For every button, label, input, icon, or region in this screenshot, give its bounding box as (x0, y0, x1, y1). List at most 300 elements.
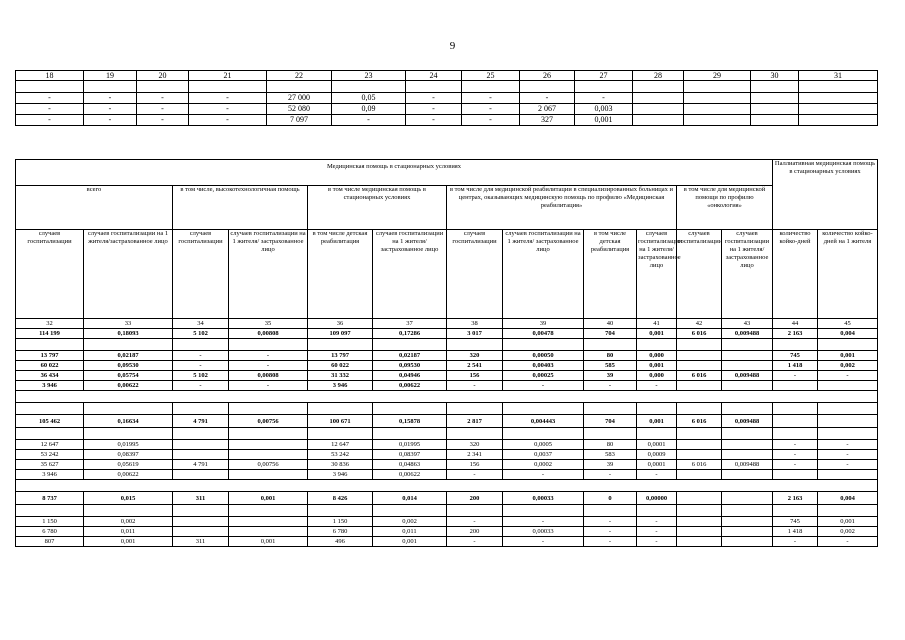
table-row (16, 371, 878, 381)
table-cell: - (406, 104, 462, 115)
table-cell (773, 339, 818, 351)
column-number: 26 (520, 71, 575, 81)
table-cell: - (16, 115, 84, 126)
column-header: случаев госпитализации на 1 жителя/ застрахованное лицо (637, 230, 677, 319)
table-cell (308, 428, 373, 440)
table-cell (173, 527, 229, 537)
table-cell (677, 537, 722, 547)
subgroup-rehabilitation: в том числе для медицинской реабилитации в специализированных больницах и центрах, оказывающих медицинскую помощь по профилю «Медицинская реабилитация» (447, 186, 677, 230)
table-cell: 5 102 (173, 371, 229, 381)
subgroup-total: всего (16, 186, 173, 230)
table-cell (308, 403, 373, 415)
table-cell: - (462, 104, 520, 115)
table-cell: 12 647 (16, 440, 84, 450)
table-cell (84, 339, 173, 351)
page-number: 9 (449, 40, 456, 52)
table-cell: - (447, 537, 503, 547)
column-header: случаев госпитализации (173, 230, 229, 319)
table-cell: 320 (447, 351, 503, 361)
table-cell: 0,04946 (373, 371, 447, 381)
group-header-palliative: Паллиативная медицинская помощь в стационарных условиях (773, 160, 878, 230)
table-cell (267, 81, 332, 93)
table-cell: - (584, 527, 637, 537)
table-cell: 2 067 (520, 104, 575, 115)
table-cell (722, 351, 773, 361)
table-cell (84, 81, 137, 93)
table-cell: 0,001 (229, 537, 308, 547)
table-row (16, 527, 878, 537)
column-number: 23 (332, 71, 406, 81)
table-cell: 0,05754 (84, 371, 173, 381)
column-number: 18 (16, 71, 84, 81)
table-cell: - (84, 93, 137, 104)
table-cell (229, 440, 308, 450)
table-cell: 0,00050 (503, 351, 584, 361)
table-cell (722, 517, 773, 527)
column-number: 36 (308, 319, 373, 329)
table-cell: 31 332 (308, 371, 373, 381)
table-cell: 13 797 (308, 351, 373, 361)
table-cell (677, 450, 722, 460)
table-cell (818, 505, 878, 517)
table-cell (447, 505, 503, 517)
table-cell (373, 428, 447, 440)
table-cell (722, 505, 773, 517)
table-cell: 311 (173, 492, 229, 505)
table-cell: 0,05619 (84, 460, 173, 470)
table-cell (308, 339, 373, 351)
table-cell: - (406, 115, 462, 126)
table-cell: - (229, 361, 308, 371)
table-row (16, 351, 878, 361)
table-cell (722, 339, 773, 351)
table-cell (684, 93, 751, 104)
header-row (16, 71, 878, 81)
table-cell: 0,011 (373, 527, 447, 537)
table-cell: 0,004443 (503, 415, 584, 428)
table-cell: 100 671 (308, 415, 373, 428)
table-cell: 200 (447, 492, 503, 505)
table-cell: - (773, 460, 818, 470)
table-cell (818, 403, 878, 415)
table-cell (751, 104, 799, 115)
table-cell: 0,02187 (84, 351, 173, 361)
inpatient-care-table (15, 159, 878, 547)
table-cell: 156 (447, 371, 503, 381)
table-cell: 109 097 (308, 329, 373, 339)
table-cell (406, 81, 462, 93)
column-number: 30 (751, 71, 799, 81)
table-cell: - (189, 93, 267, 104)
table-cell: 0,00622 (373, 381, 447, 391)
table-cell (751, 81, 799, 93)
table-cell (503, 403, 584, 415)
column-header: в том числе детская реабилитация (584, 230, 637, 319)
table-cell (373, 505, 447, 517)
column-header: случаев госпитализации (677, 230, 722, 319)
column-header: количество койко-дней (773, 230, 818, 319)
spacer-row-cell (16, 480, 878, 492)
table-row (16, 361, 878, 371)
table-cell (584, 339, 637, 351)
table-cell: - (462, 93, 520, 104)
table-cell (637, 505, 677, 517)
table-cell: 12 647 (308, 440, 373, 450)
table-cell: 0,00622 (84, 381, 173, 391)
table-cell: 0,00808 (229, 371, 308, 381)
table-cell: 0,002 (818, 527, 878, 537)
table-cell: 35 627 (16, 460, 84, 470)
table-cell: 0,17286 (373, 329, 447, 339)
column-number: 40 (584, 319, 637, 329)
table-cell: 0,009488 (722, 329, 773, 339)
table-cell: 6 780 (16, 527, 84, 537)
table-cell: 3 946 (16, 470, 84, 480)
column-number: 25 (462, 71, 520, 81)
table-cell (773, 381, 818, 391)
table-row (16, 470, 878, 480)
table-cell: 60 022 (16, 361, 84, 371)
table-cell: - (406, 93, 462, 104)
table-cell: 327 (520, 115, 575, 126)
table-cell: 0,18093 (84, 329, 173, 339)
table-cell: 0,09530 (84, 361, 173, 371)
table-cell (584, 505, 637, 517)
table-cell: 6 016 (677, 329, 722, 339)
table-cell (722, 381, 773, 391)
column-number: 22 (267, 71, 332, 81)
table-row (16, 104, 878, 115)
table-cell (229, 470, 308, 480)
table-cell (677, 351, 722, 361)
table-cell: 4 791 (173, 460, 229, 470)
table-cell: 0,00025 (503, 371, 584, 381)
table-row (16, 480, 878, 492)
table-cell (773, 428, 818, 440)
table-cell: - (173, 361, 229, 371)
table-cell (818, 381, 878, 391)
table-cell: - (637, 470, 677, 480)
table-cell (722, 361, 773, 371)
table-cell (229, 428, 308, 440)
table-cell (818, 339, 878, 351)
table-row (16, 339, 878, 351)
table-cell: 6 016 (677, 371, 722, 381)
table-cell: 0,009488 (722, 415, 773, 428)
table-cell: 0,09530 (373, 361, 447, 371)
table-cell: 0,001 (84, 537, 173, 547)
table-cell (637, 339, 677, 351)
table-cell (722, 527, 773, 537)
subgroup-oncology: в том числе для медицинской помощи по профилю «онкология» (677, 186, 773, 230)
table-cell: 6 780 (308, 527, 373, 537)
table-cell: 0,009488 (722, 371, 773, 381)
table-cell: 4 791 (173, 415, 229, 428)
table-cell: 0,08397 (84, 450, 173, 460)
table-cell: 53 242 (16, 450, 84, 460)
table-row (16, 391, 878, 403)
table-cell: 1 418 (773, 527, 818, 537)
table-cell (84, 403, 173, 415)
table-cell: 6 016 (677, 415, 722, 428)
table-cell: 105 462 (16, 415, 84, 428)
table-row (16, 460, 878, 470)
table-cell: 156 (447, 460, 503, 470)
table-cell (722, 450, 773, 460)
table-cell: 0 (584, 492, 637, 505)
table-cell (84, 428, 173, 440)
table-cell: 2 541 (447, 361, 503, 371)
table-cell (462, 81, 520, 93)
table-cell (818, 415, 878, 428)
column-number: 43 (722, 319, 773, 329)
table-cell: 0,00622 (84, 470, 173, 480)
column-number: 37 (373, 319, 447, 329)
table-row (16, 450, 878, 460)
table-cell (799, 115, 878, 126)
table-cell (584, 403, 637, 415)
column-number: 38 (447, 319, 503, 329)
table-cell: 0,00808 (229, 329, 308, 339)
table-cell (722, 470, 773, 480)
table-cell: - (447, 381, 503, 391)
table-cell (584, 428, 637, 440)
table-cell (16, 428, 84, 440)
table-cell: 39 (584, 460, 637, 470)
table-cell: - (503, 537, 584, 547)
table-cell (637, 403, 677, 415)
table-cell: 311 (173, 537, 229, 547)
table-cell (447, 428, 503, 440)
table-cell (173, 450, 229, 460)
table-cell: 13 797 (16, 351, 84, 361)
table-cell: 0,002 (84, 517, 173, 527)
table-cell: - (637, 517, 677, 527)
table-cell: 0,001 (637, 361, 677, 371)
table-row (16, 115, 878, 126)
table-cell (633, 93, 684, 104)
table-cell: - (16, 104, 84, 115)
table-cell (773, 415, 818, 428)
table-cell (137, 81, 189, 93)
table-cell: - (584, 537, 637, 547)
table-cell (677, 381, 722, 391)
table-cell: 0,000 (637, 351, 677, 361)
table-cell: 1 150 (16, 517, 84, 527)
table-cell (332, 81, 406, 93)
table-cell (684, 115, 751, 126)
table-cell (447, 403, 503, 415)
table-cell: 0,001 (229, 492, 308, 505)
table-row (16, 440, 878, 450)
table-cell (173, 505, 229, 517)
table-cell: 0,09 (332, 104, 406, 115)
table-cell: 0,004 (818, 329, 878, 339)
column-number: 44 (773, 319, 818, 329)
table-cell (799, 93, 878, 104)
table-cell (308, 505, 373, 517)
table-cell (677, 361, 722, 371)
table-cell: 0,01995 (373, 440, 447, 450)
table-cell: 0,002 (373, 517, 447, 527)
table-cell: - (503, 381, 584, 391)
table-cell: 0,15878 (373, 415, 447, 428)
table-row (16, 81, 878, 93)
table-cell: 0,00478 (503, 329, 584, 339)
table-cell: - (818, 371, 878, 381)
table-cell: - (520, 93, 575, 104)
table-cell (751, 115, 799, 126)
column-number: 45 (818, 319, 878, 329)
table-cell: 807 (16, 537, 84, 547)
table-cell (799, 81, 878, 93)
table-cell (633, 81, 684, 93)
table-cell: 0,00000 (637, 492, 677, 505)
table-row (16, 415, 878, 428)
table-cell: - (503, 517, 584, 527)
table-cell: 0,003 (575, 104, 633, 115)
table-cell: 3 017 (447, 329, 503, 339)
column-header: в том числе детская реабилитация (308, 230, 373, 319)
table-cell: - (818, 450, 878, 460)
table-cell (818, 428, 878, 440)
table-cell: - (173, 381, 229, 391)
table-cell: - (137, 104, 189, 115)
table-row (16, 492, 878, 505)
table-cell: - (818, 460, 878, 470)
table-cell (677, 403, 722, 415)
column-header: случаев госпитализации (447, 230, 503, 319)
table-cell: 0,0009 (637, 450, 677, 460)
table-cell (229, 517, 308, 527)
table-cell: 2 163 (773, 329, 818, 339)
column-header: случаев госпитализации на 1 жителя/ застрахованное лицо (722, 230, 773, 319)
table-cell (16, 403, 84, 415)
table-cell (503, 339, 584, 351)
column-header: случаев госпитализации на 1 жителя/ застрахованное лицо (503, 230, 584, 319)
table-cell (722, 492, 773, 505)
table-cell (799, 104, 878, 115)
table-cell: 53 242 (308, 450, 373, 460)
table-cell: 583 (584, 450, 637, 460)
table-cell: 0,009488 (722, 460, 773, 470)
group-header-inpatient: Медицинская помощь в стационарных условиях (16, 160, 773, 186)
table-cell: 0,004 (818, 492, 878, 505)
table-cell (633, 104, 684, 115)
table-cell: 2 163 (773, 492, 818, 505)
table-cell: - (137, 115, 189, 126)
table-cell: 7 097 (267, 115, 332, 126)
table-cell: 0,05 (332, 93, 406, 104)
table-cell: 114 199 (16, 329, 84, 339)
column-number: 20 (137, 71, 189, 81)
table-cell: 0,0005 (503, 440, 584, 450)
table-cell: - (447, 470, 503, 480)
table-row (16, 381, 878, 391)
table-cell (189, 81, 267, 93)
continuation-table (15, 70, 878, 126)
table-cell: 0,00622 (373, 470, 447, 480)
table-cell: 0,00033 (503, 492, 584, 505)
table-cell (677, 440, 722, 450)
table-cell (503, 505, 584, 517)
column-number: 33 (84, 319, 173, 329)
table-cell: - (584, 470, 637, 480)
table-cell (677, 517, 722, 527)
table-cell: 0,00403 (503, 361, 584, 371)
table-cell: 0,014 (373, 492, 447, 505)
table-row (16, 93, 878, 104)
table-cell: - (773, 537, 818, 547)
table-cell (229, 527, 308, 537)
table-cell: - (84, 115, 137, 126)
table-cell: 0,001 (373, 537, 447, 547)
table-cell: 8 426 (308, 492, 373, 505)
table-cell: 0,0002 (503, 460, 584, 470)
table-cell: 2 341 (447, 450, 503, 460)
table-cell: 36 434 (16, 371, 84, 381)
table-cell: 0,04863 (373, 460, 447, 470)
table-cell (684, 104, 751, 115)
table-cell: 5 102 (173, 329, 229, 339)
table-cell: 0,001 (818, 517, 878, 527)
table-cell: 745 (773, 351, 818, 361)
table-cell (373, 339, 447, 351)
column-number: 24 (406, 71, 462, 81)
table-cell: - (773, 371, 818, 381)
table-cell: 0,0037 (503, 450, 584, 460)
table-row (16, 428, 878, 440)
column-number: 35 (229, 319, 308, 329)
table-cell (173, 440, 229, 450)
table-cell: - (16, 93, 84, 104)
spacer-row-cell (16, 391, 878, 403)
table-cell (16, 339, 84, 351)
table-cell: - (229, 351, 308, 361)
table-cell (84, 505, 173, 517)
subgroup-inpatient: в том числе медицинская помощь в стационарных условиях (308, 186, 447, 230)
column-header: случаев госпитализации на 1 жителя/ застрахованное лицо (229, 230, 308, 319)
table-cell: - (462, 115, 520, 126)
table-cell (173, 517, 229, 527)
table-cell: 0,001 (637, 329, 677, 339)
table-cell: 80 (584, 351, 637, 361)
table-cell (818, 470, 878, 480)
table-cell: - (637, 527, 677, 537)
table-cell (447, 339, 503, 351)
table-cell: 0,01995 (84, 440, 173, 450)
table-cell: 39 (584, 371, 637, 381)
table-cell: 0,000 (637, 371, 677, 381)
table-cell: 320 (447, 440, 503, 450)
table-cell (773, 470, 818, 480)
table-cell: 8 737 (16, 492, 84, 505)
table-cell: - (447, 517, 503, 527)
table-cell (16, 505, 84, 517)
column-number: 42 (677, 319, 722, 329)
table-cell (677, 505, 722, 517)
table-cell (229, 339, 308, 351)
table-cell (173, 428, 229, 440)
table-cell: - (189, 115, 267, 126)
column-number: 39 (503, 319, 584, 329)
table-cell: 0,002 (818, 361, 878, 371)
table-cell (684, 81, 751, 93)
table-cell (722, 428, 773, 440)
column-number: 21 (189, 71, 267, 81)
column-number: 34 (173, 319, 229, 329)
table-cell: 745 (773, 517, 818, 527)
